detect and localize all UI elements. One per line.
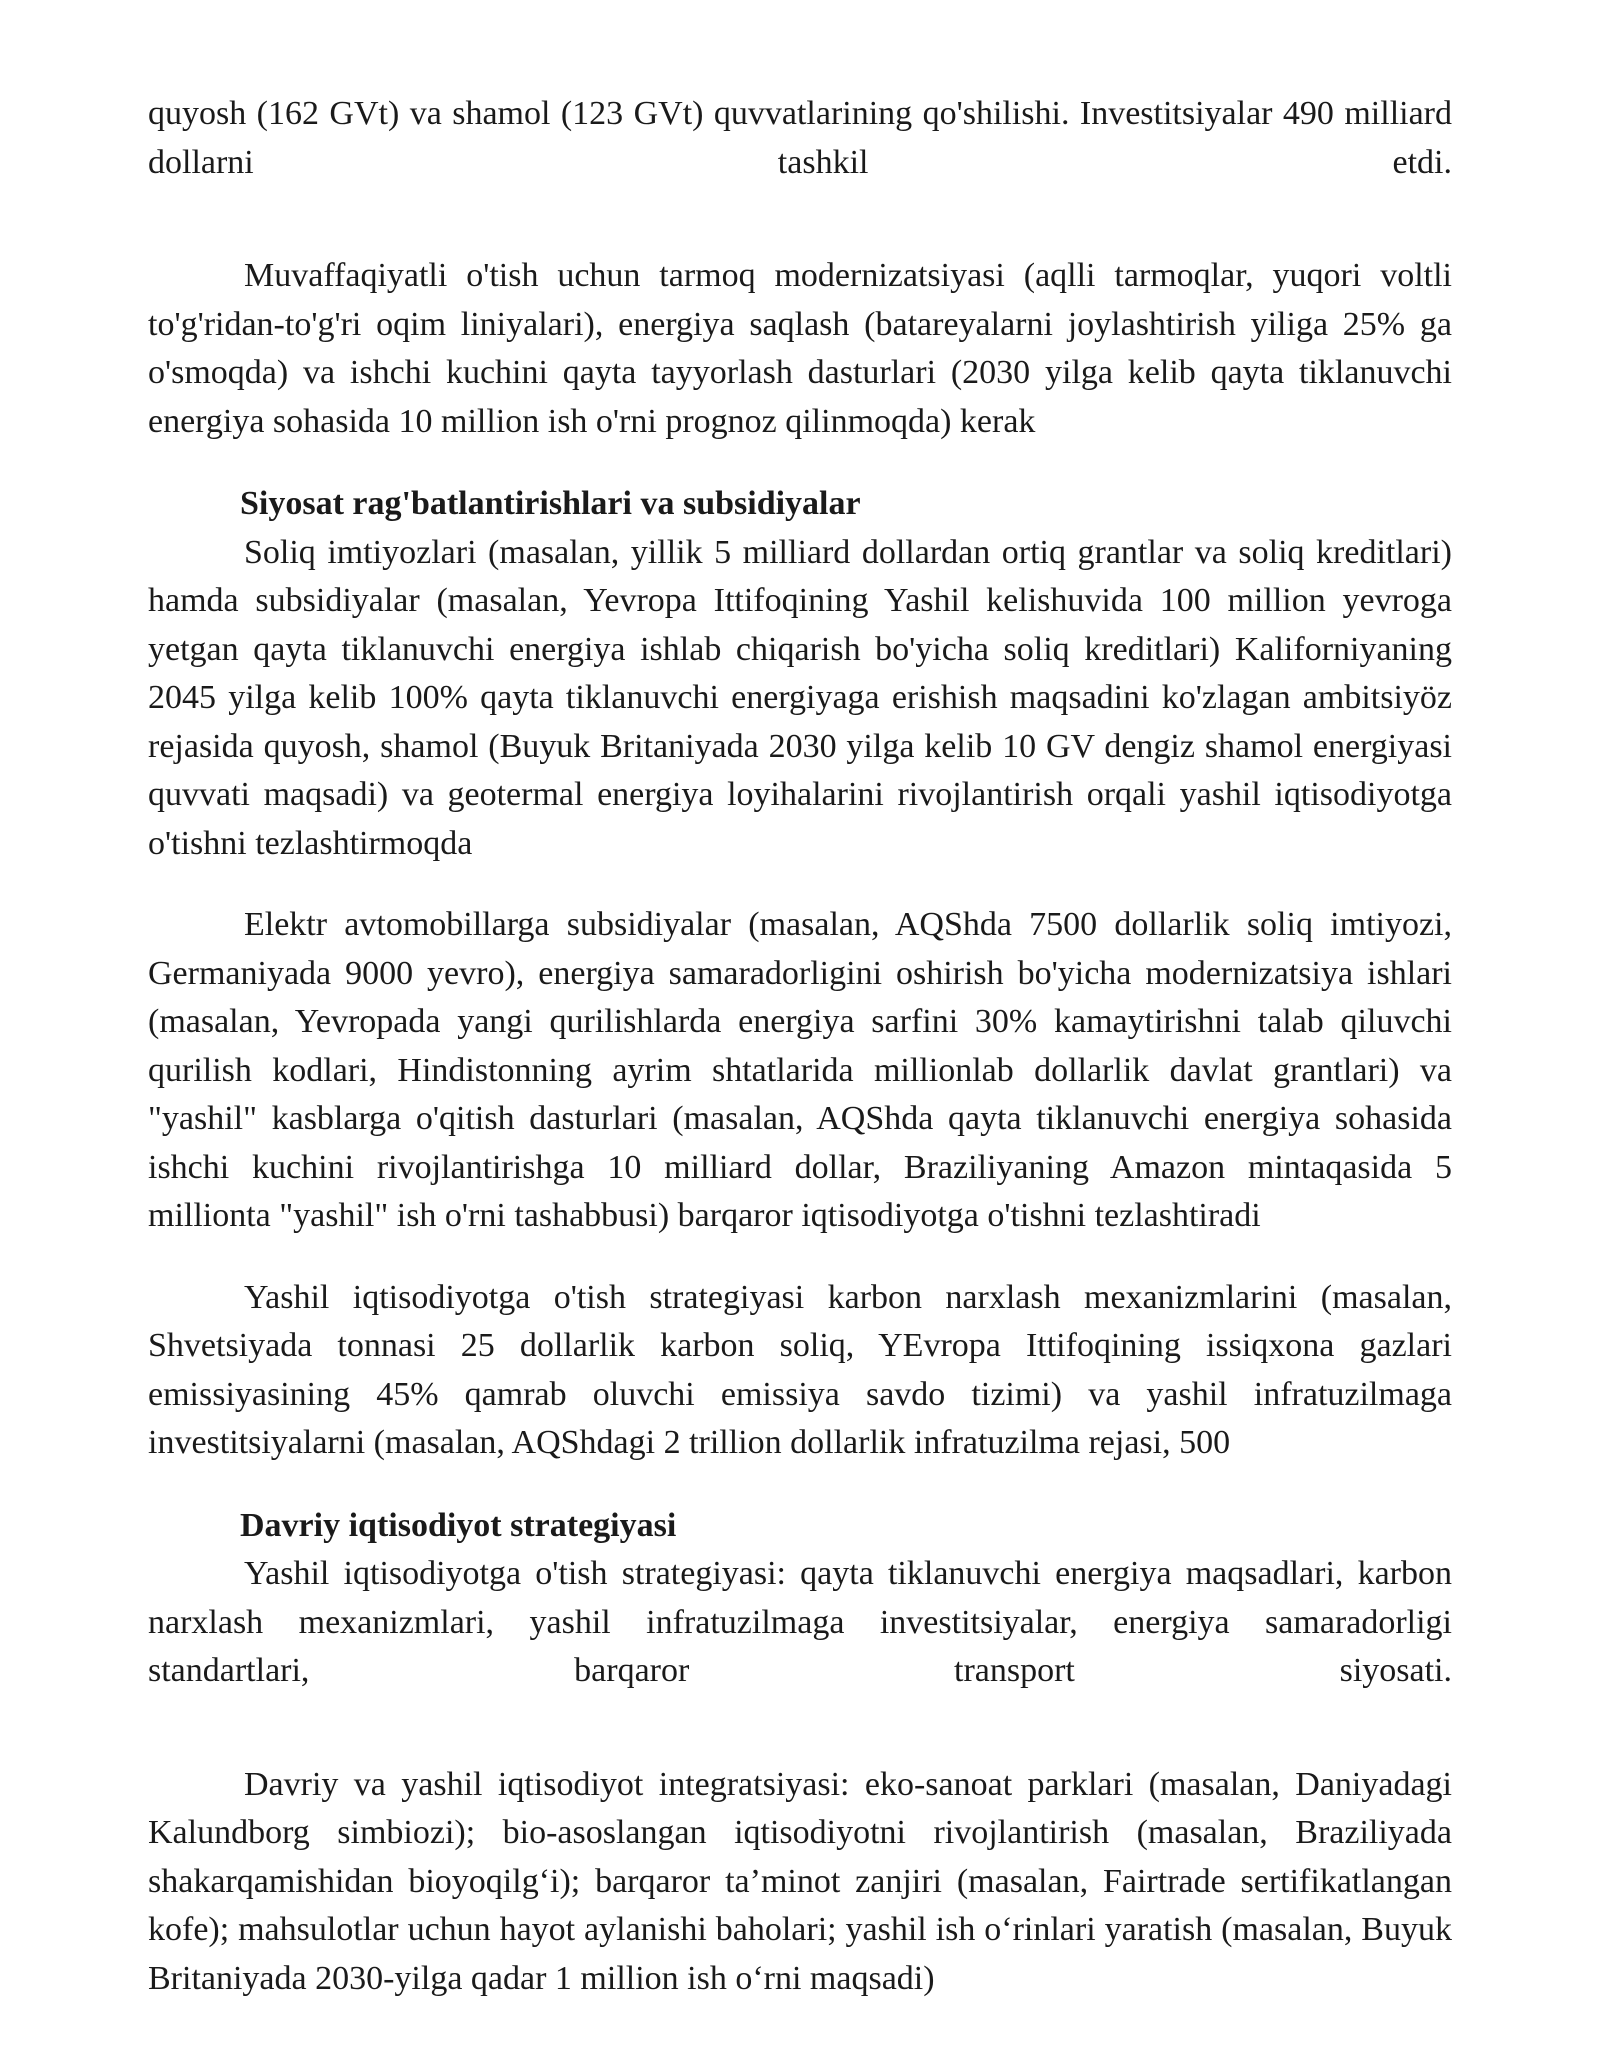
document-page bbox=[148, 90, 1452, 2003]
paragraph-renewable-capacity: quyosh (162 GVt) va shamol (123 GVt) quvvatlarining qo'shilishi. Investitsiyalar 490 milliard dollarni tashkil etdi. bbox=[148, 95, 1452, 181]
paragraph-gap bbox=[148, 868, 1452, 901]
paragraph-gap bbox=[148, 1241, 1452, 1274]
paragraph-gap bbox=[148, 446, 1452, 480]
paragraph-grid-modernization: Muvaffaqiyatli o'tish uchun tarmoq modernizatsiyasi (aqlli tarmoqlar, yuqori voltli to'g'ridan-to'g'ri oqim liniyalari), energiya saqlash (batareyalarni joylashtirish yiliga 25% ga o'smoqda) va ishchi kuchini qayta tayyorlash dasturlari (2030 yilga kelib qayta tiklanuvchi energiya sohasida 10 million ish o'rni prognoz qilinmoqda) kerak bbox=[148, 257, 1452, 440]
paragraph-green-strategy: Yashil iqtisodiyotga o'tish strategiyasi: qayta tiklanuvchi energiya maqsadlari, karbon narxlash mexanizmlari, yashil infratuzilmaga investitsiyalar, energiya samaradorligi standartlari, barqaror transport siyosati. bbox=[148, 1555, 1452, 1689]
paragraph-gap bbox=[148, 1696, 1452, 1761]
paragraph-carbon-pricing: Yashil iqtisodiyotga o'tish strategiyasi karbon narxlash mexanizmlarini (masalan, Shvetsiyada tonnasi 25 dollarlik karbon soliq, YEvropa Ittifoqining issiqxona gazlari emissiyasining 45% qamrab oluvchi emissiya savdo tizimi) va yashil infratuzilmaga investitsiyalarni (masalan, AQShdagi 2 trillion dollarlik infratuzilma rejasi, 500 bbox=[148, 1278, 1452, 1461]
heading-policy-incentives: Siyosat rag'batlantirishlari va subsidiyalar bbox=[240, 485, 861, 522]
paragraph-circular-integration: Davriy va yashil iqtisodiyot integratsiyasi: eko-sanoat parklari (masalan, Daniyadagi Kalundborg simbiozi); bio-asoslangan iqtisodiyotni rivojlantirish (masalan, Braziliyada shakarqamishidan bioyoqilg‘i); barqaror ta’minot zanjiri (masalan, Fairtrade sertifikatlangan kofe); mahsulotlar uchun hayot aylanishi baholari; yashil ish o‘rinlari yaratish (masalan, Buyuk Britaniyada 2030-yilga qadar 1 million ish o‘rni maqsadi) bbox=[148, 1765, 1452, 1997]
heading-circular-economy: Davriy iqtisodiyot strategiyasi bbox=[240, 1506, 677, 1544]
paragraph-gap bbox=[148, 1468, 1452, 1502]
paragraph-tax-incentives: Soliq imtiyozlari (masalan, yillik 5 milliard dollardan ortiq grantlar va soliq kreditlari) hamda subsidiyalar (masalan, Yevropa Ittifoqining Yashil kelishuvida 100 million yevroga yetgan qayta tiklanuvchi energiya ishlab chiqarish bo'yicha soliq kreditlari) Kaliforniyaning 2045 yilga kelib 100% qayta tiklanuvchi energiyaga erishish maqsadini ko'zlagan ambitsiyöz rejasida quyosh, shamol (Buyuk Britaniyada 2030 yilga kelib 10 GV dengiz shamol energiyasi quvvati maqsadi) va geotermal energiya loyihalarini rivojlantirish orqali yashil iqtisodiyotga o'tishni tezlashtirmoqda bbox=[148, 533, 1452, 862]
paragraph-gap bbox=[148, 187, 1452, 252]
paragraph-ev-subsidies: Elektr avtomobillarga subsidiyalar (masalan, AQShda 7500 dollarlik soliq imtiyozi, Germaniyada 9000 yevro), energiya samaradorligini oshirish bo'yicha modernizatsiya ishlari (masalan, Yevropada yangi qurilishlarda energiya sarfini 30% kamaytirishni talab qiluvchi qurilish kodlari, Hindistonning ayrim shtatlarida millionlab dollarlik davlat grantlari) va "yashil" kasblarga o'qitish dasturlari (masalan, AQShda qayta tiklanuvchi energiya sohasida ishchi kuchini rivojlantirishga 10 milliard dollar, Braziliyaning Amazon mintaqasida 5 millionta "yashil" ish o'rni tashabbusi) barqaror iqtisodiyotga o'tishni tezlashtiradi bbox=[148, 906, 1452, 1234]
